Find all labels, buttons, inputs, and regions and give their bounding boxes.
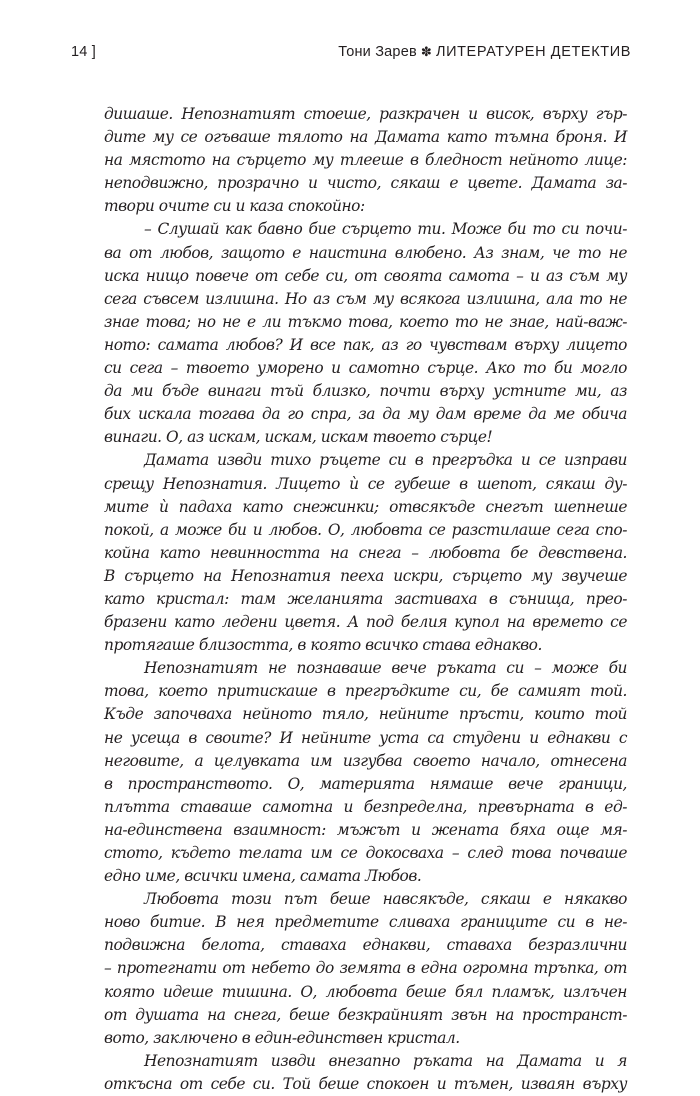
text-line: не усеща в своите? И нейните уста са студени и еднакви с bbox=[104, 728, 627, 747]
text-line: В сърцето на Непознатия пееха искри, сърцето му звучеше bbox=[104, 566, 627, 585]
text-line: твори очите си и каза спокойно: bbox=[104, 197, 365, 216]
text-line: в пространството. О, материята нямаше вече граници, bbox=[104, 774, 627, 793]
text-line: иска нищо повече от себе си, от своята самота – и аз съм му bbox=[104, 266, 627, 285]
author-name: Тони Зарев bbox=[338, 44, 417, 60]
text-line: на мястото на сърцето му тлееше в бледност нейното лице: bbox=[104, 151, 627, 170]
text-line: плътта ставаше самотна и безпределна, превърната в ед- bbox=[104, 797, 627, 816]
text-line: откъсна от себе си. Той беше спокоен и тъмен, изваян върху bbox=[104, 1074, 627, 1093]
running-title bbox=[338, 44, 631, 60]
text-line: стото, където телата им се докосваха – след това почваше bbox=[104, 844, 627, 862]
page-number: 14 ] bbox=[71, 44, 96, 60]
text-line: мите ѝ падаха като снежинки; отвсякъде снегът шепнеше bbox=[104, 497, 627, 516]
body-text bbox=[104, 103, 627, 1096]
text-line: това, което притискаше в прегръдките си, бе самият той. bbox=[104, 682, 627, 701]
flower-ornament-icon: ✽ bbox=[420, 44, 432, 59]
text-line: неподвижно, прозрачно и чисто, сякаш е цвете. Дамата за- bbox=[104, 174, 627, 193]
text-line: Непознатият не познаваше вече ръката си – може би bbox=[144, 659, 627, 678]
text-line: като кристал: там желанията застиваха в сънища, прео- bbox=[104, 589, 627, 608]
text-line: едно име, всички имена, самата Любов. bbox=[104, 867, 422, 886]
text-line: сега съвсем излишна. Но аз съм му всякога излишна, ала то не bbox=[104, 289, 627, 308]
text-line: която идеше тишина. О, любовта беше бял пламък, излъчен bbox=[104, 982, 627, 1001]
text-line: протягаше близостта, в която всичко става еднакво. bbox=[104, 636, 542, 655]
text-line: ва от любов, защото е наистина влюбено. Аз знам, че то не bbox=[104, 243, 627, 262]
text-line: неговите, а целувката им изгубва своето начало, отнесена bbox=[104, 751, 627, 770]
text-line: си сега – твоето уморено и самотно сърце. Ако то би могло bbox=[104, 359, 627, 378]
text-line: дите му се огъваше тялото на Дамата като тъмна броня. И bbox=[104, 128, 627, 147]
text-line: Непознатият извди внезапно ръката на Дамата и я bbox=[144, 1051, 627, 1070]
text-line: от душата на снега, беше безкрайният звън на пространст- bbox=[104, 1005, 627, 1024]
text-line: койна като невинността на снега – любовта бе девствена. bbox=[104, 543, 627, 562]
text-line: винаги. О, аз искам, искам, искам твоето сърце! bbox=[104, 428, 493, 447]
text-line: ното: самата любов? И все пак, аз го чувствам върху лицето bbox=[104, 335, 627, 354]
text-line: Дамата извди тихо ръцете си в прегръдка и се изправи bbox=[144, 451, 627, 470]
text-line: Къде започваха нейното тяло, нейните пръсти, които той bbox=[104, 705, 627, 724]
text-line: на-единствена взаимност: мъжът и жената бяха още мя- bbox=[104, 820, 627, 839]
text-line: покой, а може би и любов. О, любовта се разстилаше сега спо- bbox=[104, 520, 627, 539]
text-line: бразени като ледени цветя. А под белия купол на времето се bbox=[104, 613, 627, 632]
text-line: дишаше. Непознатият стоеше, разкрачен и висок, върху гър- bbox=[104, 105, 627, 123]
running-header bbox=[71, 44, 631, 68]
text-line: Любовта този път беше навсякъде, сякаш е някакво bbox=[144, 890, 627, 909]
text-line: бих искала тогава да го спра, за да му дам време да ме обича bbox=[104, 405, 627, 424]
text-line: вото, заключено в един-единствен кристал. bbox=[104, 1028, 460, 1047]
text-line: да ми бъде винаги тъй близко, почти върху устните ми, аз bbox=[104, 382, 627, 401]
text-line: ново битие. В нея предметите сливаха границите си в не- bbox=[104, 913, 627, 932]
text-line: срещу Непознатия. Лицето ѝ се губеше в шепот, сякаш ду- bbox=[104, 474, 627, 493]
text-line: подвижна белота, ставаха еднакви, ставаха безразлични bbox=[104, 936, 627, 955]
text-line: – Слушай как бавно бие сърцето ти. Може би то си почи- bbox=[144, 220, 627, 239]
text-line: знае това; но не е ли тъкмо това, което то не знае, най-важ- bbox=[104, 312, 627, 331]
book-title: ЛИТЕРАТУРЕН ДЕТЕКТИВ bbox=[435, 44, 631, 60]
text-line: – протегнати от небето до земята в една огромна тръпка, от bbox=[104, 959, 627, 978]
